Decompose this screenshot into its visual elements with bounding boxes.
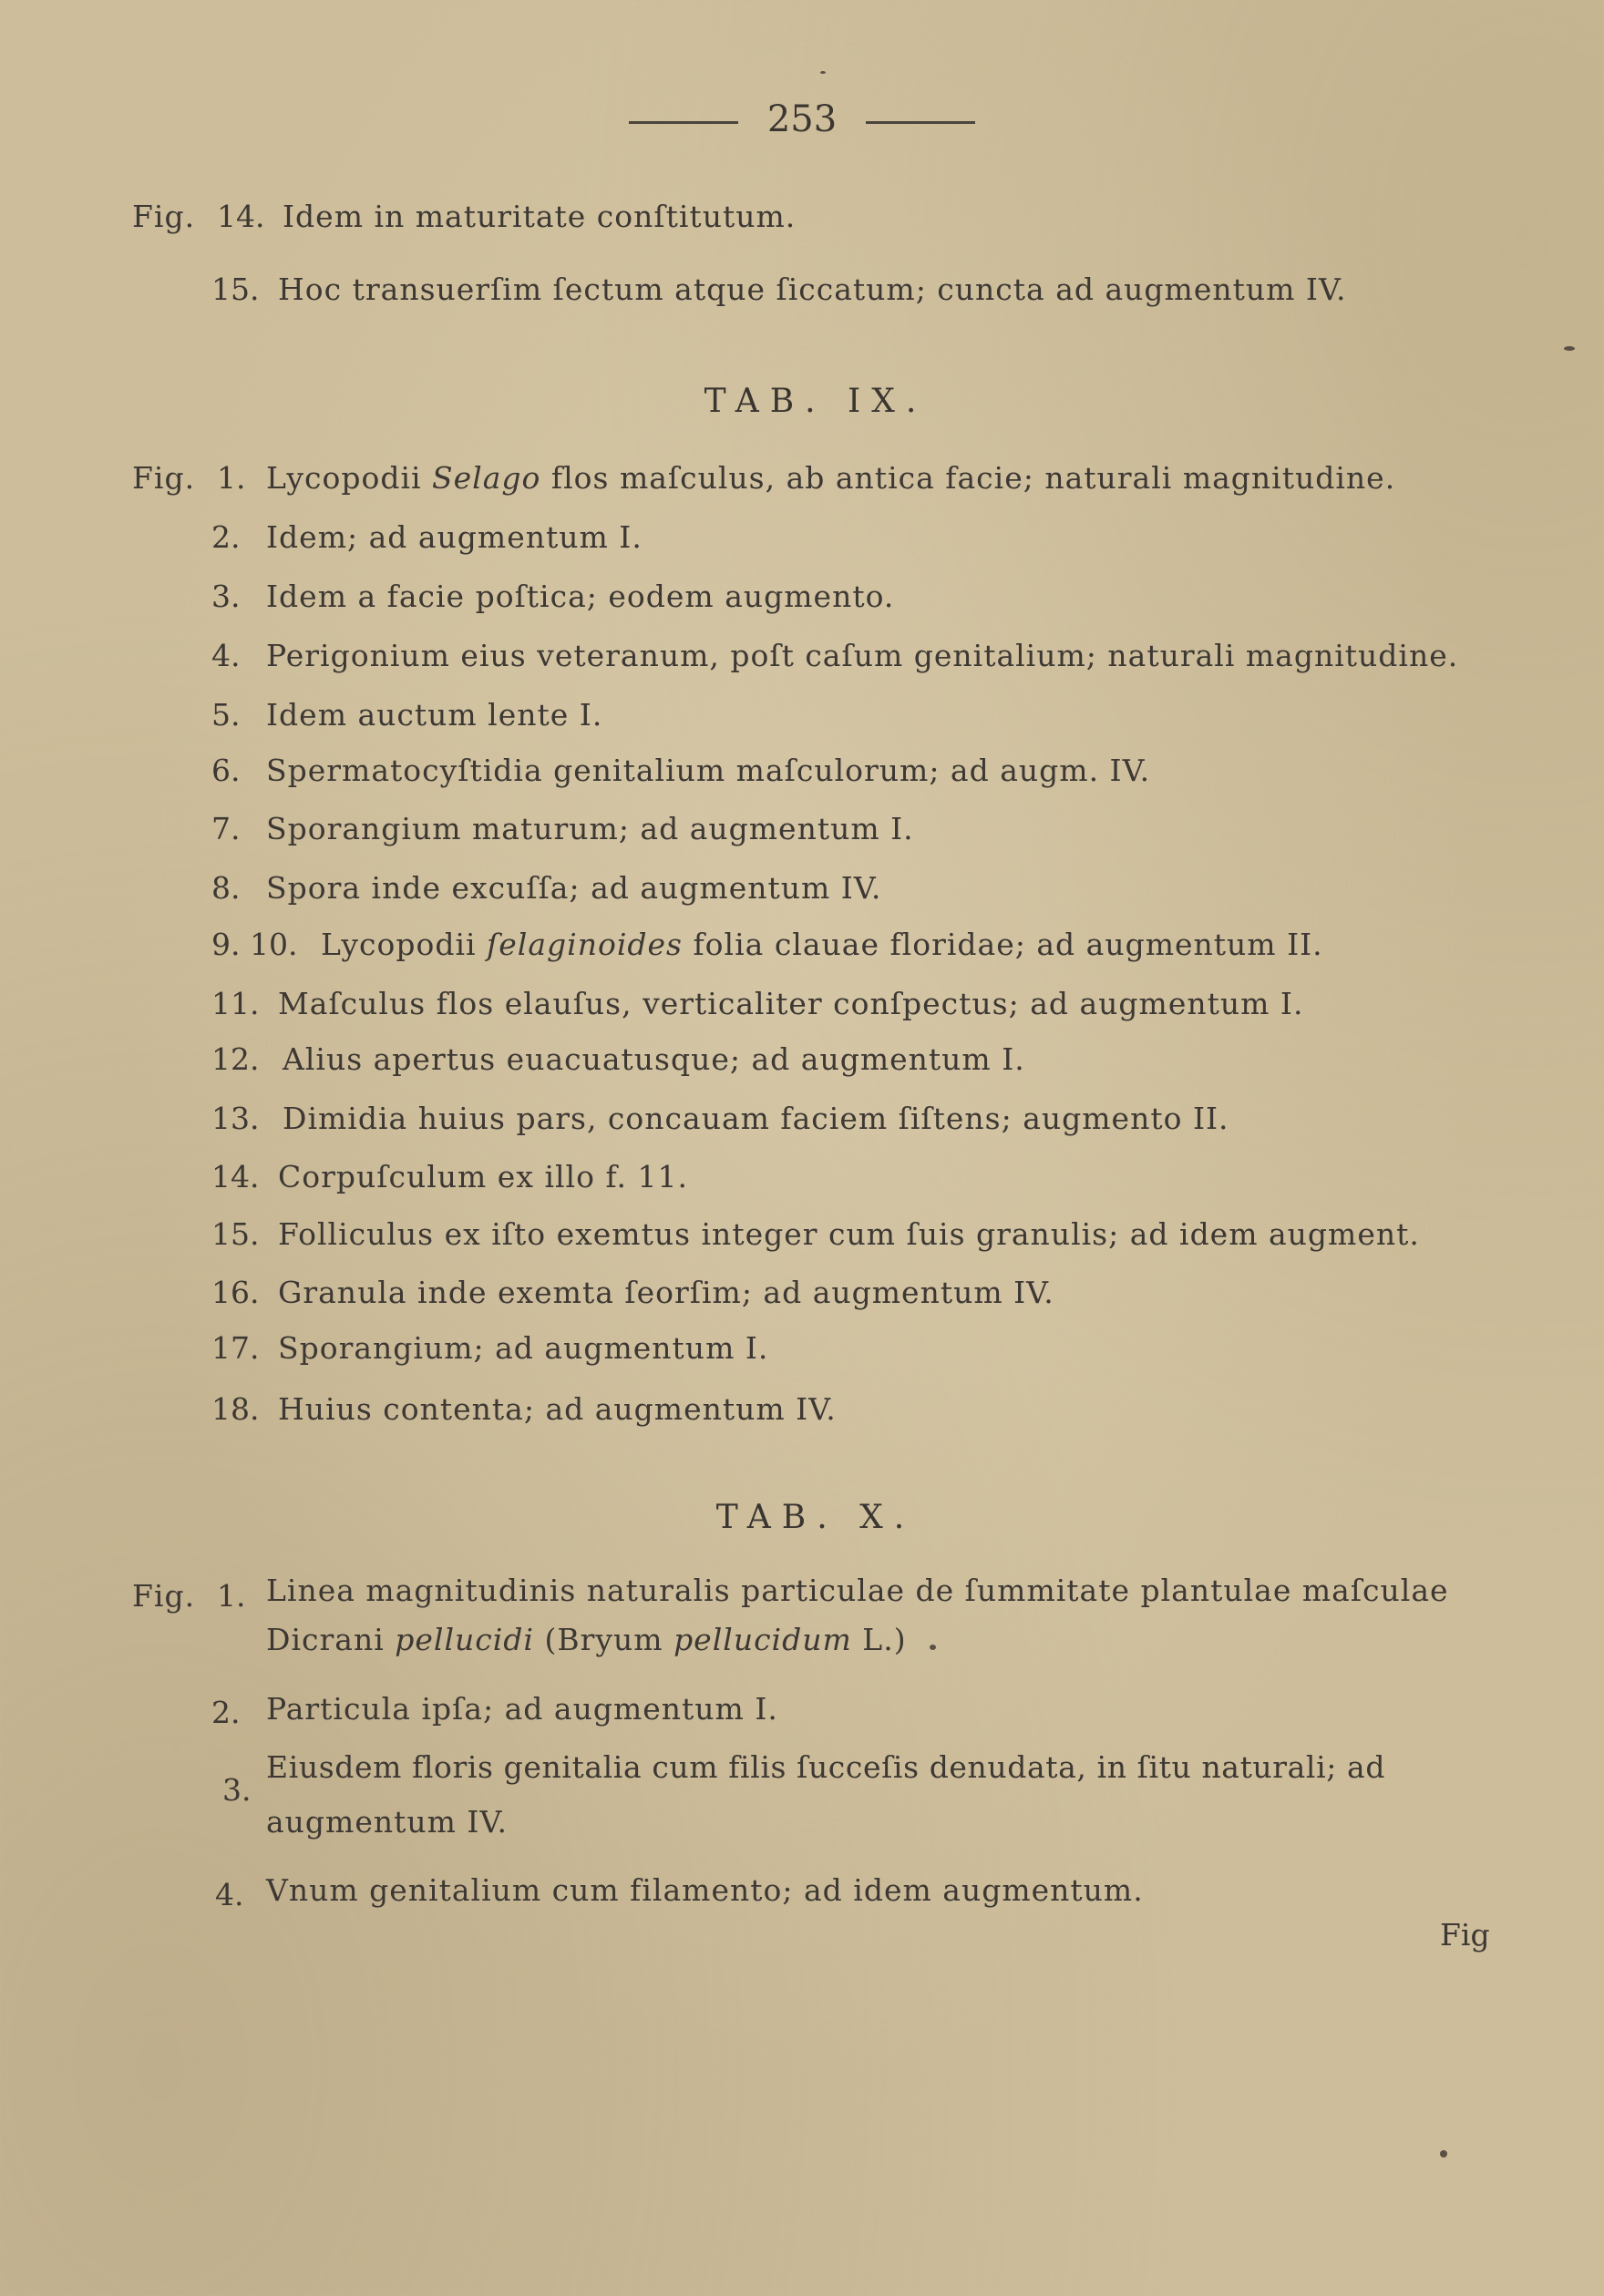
- species-name-italic: Selago: [432, 460, 541, 496]
- figure-number: 1.: [217, 1578, 246, 1614]
- figure-caption: Particula ipſa; ad augmentum I.: [266, 1691, 778, 1727]
- caption-text: flos maſculus, ab antica facie; naturali magnitudine.: [540, 460, 1396, 496]
- figure-number: 7.: [211, 811, 241, 846]
- figure-caption: Huius contenta; ad augmentum IV.: [278, 1391, 837, 1427]
- figure-number: 17.: [211, 1330, 260, 1366]
- section-heading-tab-ix: TAB. IX.: [704, 383, 928, 420]
- figure-caption: Idem in maturitate conſtitutum.: [283, 199, 797, 234]
- caption-text: (Bryum: [533, 1622, 674, 1657]
- figure-caption: Alius apertus euacuatusque; ad augmentum I.: [283, 1041, 1025, 1077]
- figure-number: 9. 10.: [211, 927, 298, 962]
- figure-number: 8.: [211, 870, 241, 906]
- page-header: [0, 98, 1604, 140]
- figure-caption: Maſculus flos elauſus, verticaliter conſpectus; ad augmentum I.: [278, 986, 1304, 1021]
- header-rule-left: [629, 121, 738, 124]
- figure-caption: Granula inde exemta ſeorſim; ad augmentum IV.: [278, 1275, 1054, 1310]
- figure-number: 15.: [211, 272, 260, 307]
- figure-number: 3.: [222, 1772, 252, 1808]
- caption-text: Lycopodii: [321, 927, 488, 962]
- figure-caption: Sporangium; ad augmentum I.: [278, 1330, 769, 1366]
- figure-number: 16.: [211, 1275, 260, 1310]
- catchword: Fig: [1440, 1917, 1490, 1953]
- figure-caption: Sporangium maturum; ad augmentum I.: [266, 811, 914, 846]
- fig-label: Fig.: [132, 460, 196, 496]
- figure-caption: Linea magnitudinis naturalis particulae de ſummitate plantulae maſculae: [266, 1573, 1449, 1608]
- paper-speck: [1440, 2150, 1447, 2158]
- figure-number: 2.: [211, 1695, 241, 1730]
- figure-number: 1.: [217, 460, 246, 496]
- figure-number: 5.: [211, 697, 241, 733]
- figure-caption: Idem auctum lente I.: [266, 697, 603, 733]
- figure-number: 13.: [211, 1101, 260, 1136]
- figure-caption: [321, 927, 1323, 963]
- figure-number: 2.: [211, 519, 241, 555]
- page-number: 253: [766, 98, 838, 140]
- fig-label: Fig.: [132, 199, 196, 234]
- figure-caption: Spermatocyſtidia genitalium maſculorum; ad augm. IV.: [266, 753, 1151, 788]
- caption-text: Dicrani: [266, 1622, 396, 1657]
- figure-number: 3.: [211, 579, 241, 614]
- figure-caption: Corpuſculum ex illo f. 11.: [278, 1159, 688, 1194]
- figure-number: 4.: [211, 638, 241, 673]
- figure-caption: Hoc transuerſim ſectum atque ſiccatum; cuncta ad augmentum IV.: [278, 272, 1347, 307]
- figure-number: 15.: [211, 1216, 260, 1252]
- species-name-italic: ſelaginoides: [487, 927, 683, 962]
- figure-caption: Dimidia huius pars, concauam faciem ſiſtens; augmento II.: [283, 1101, 1229, 1136]
- figure-caption: Idem; ad augmentum I.: [266, 519, 643, 555]
- caption-text: L.): [851, 1622, 907, 1657]
- figure-number: 18.: [211, 1391, 260, 1427]
- section-heading-tab-x: TAB. X.: [715, 1499, 916, 1536]
- figure-caption: Eiusdem floris genitalia cum filis ſucceſis denudata, in ſitu naturali; ad: [266, 1749, 1386, 1785]
- figure-number: 14.: [217, 199, 265, 234]
- species-name-italic: pellucidum: [673, 1622, 852, 1657]
- caption-text: Lycopodii: [266, 460, 433, 496]
- figure-number: 12.: [211, 1041, 260, 1077]
- paper-speck: [820, 71, 826, 74]
- paper-speck: [1564, 346, 1575, 351]
- species-name-italic: pellucidi: [395, 1622, 534, 1657]
- figure-caption: Vnum genitalium cum filamento; ad idem augmentum.: [266, 1872, 1144, 1908]
- figure-number: 11.: [211, 986, 260, 1021]
- figure-number: 6.: [211, 753, 241, 788]
- figure-caption: Spora inde excuſſa; ad augmentum IV.: [266, 870, 882, 906]
- figure-caption: Perigonium eius veteranum, poſt caſum genitalium; naturali magnitudine.: [266, 638, 1459, 673]
- figure-caption-continued: augmentum IV.: [266, 1804, 509, 1840]
- figure-caption-continued: [266, 1622, 907, 1658]
- figure-number: 14.: [211, 1159, 260, 1194]
- figure-number: 4.: [215, 1877, 244, 1912]
- header-rule-right: [866, 121, 975, 124]
- figure-caption: [266, 460, 1395, 497]
- fig-label: Fig.: [132, 1578, 196, 1614]
- figure-caption: Folliculus ex iſto exemtus integer cum ſuis granulis; ad idem augment.: [278, 1216, 1420, 1252]
- figure-caption: Idem a facie poſtica; eodem augmento.: [266, 579, 895, 614]
- paper-speck: [930, 1645, 936, 1650]
- caption-text: folia clauae floridae; ad augmentum II.: [682, 927, 1323, 962]
